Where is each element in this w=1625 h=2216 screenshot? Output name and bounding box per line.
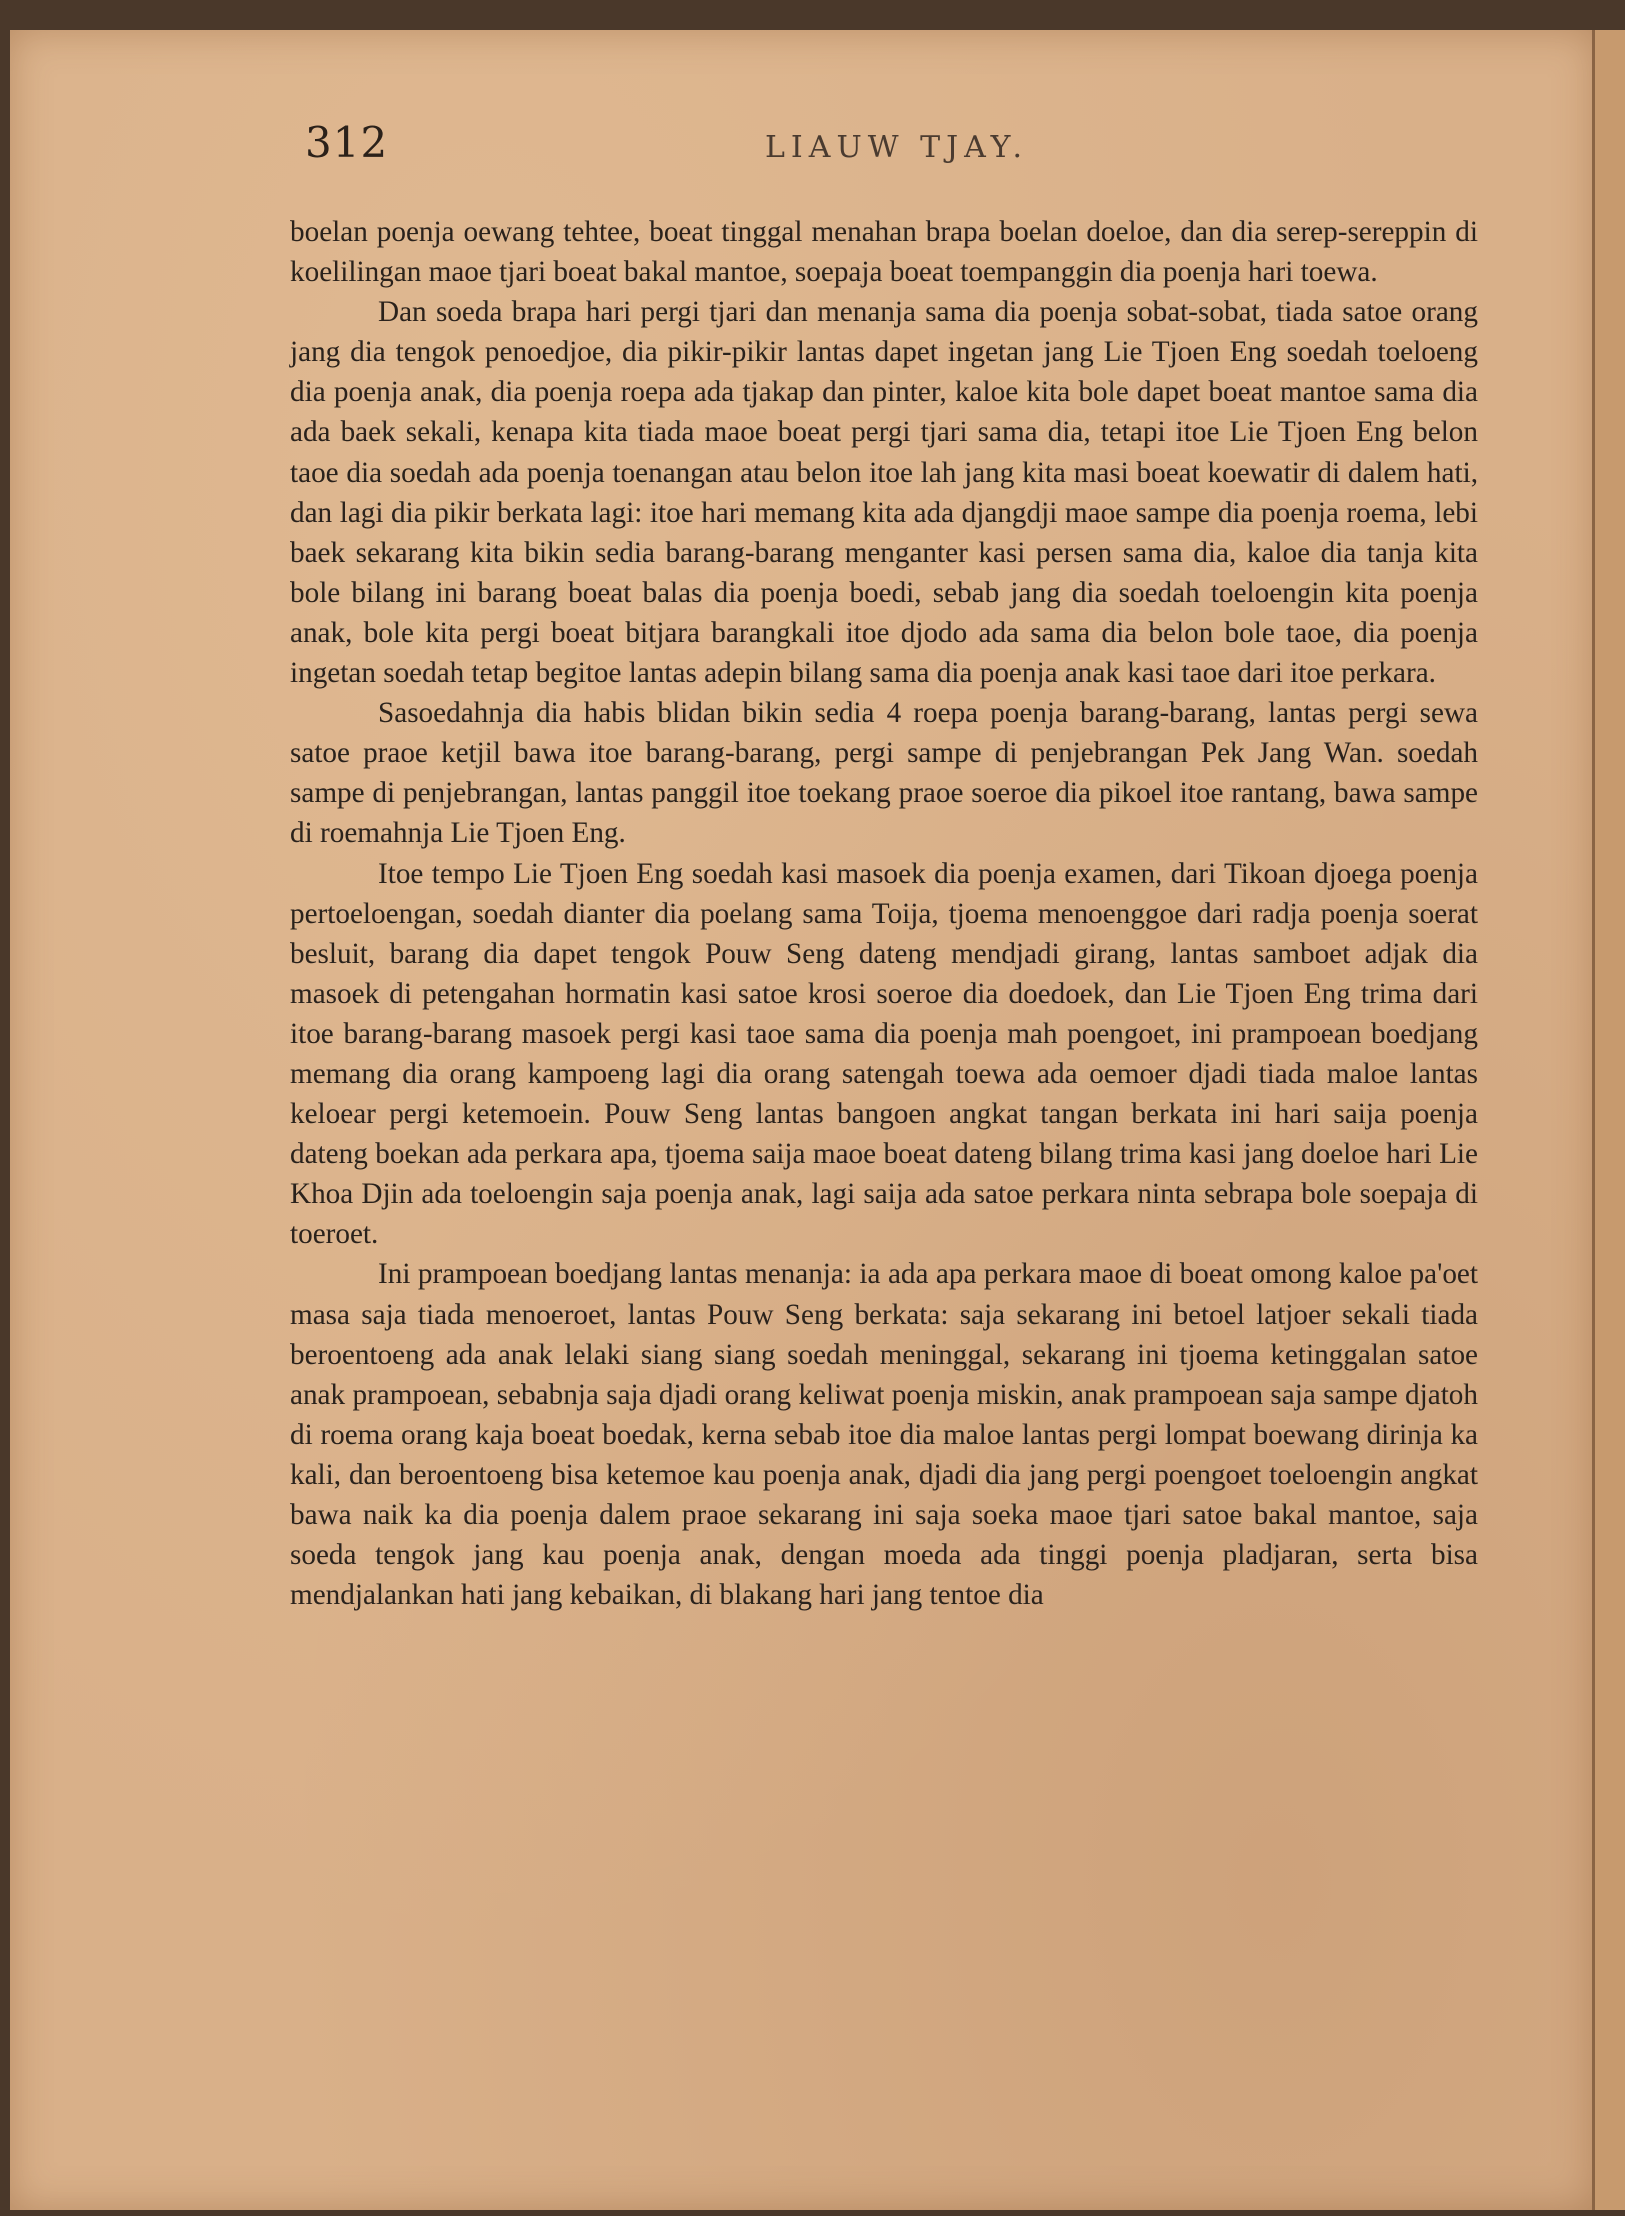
paragraph: Sasoedahnja dia habis blidan bikin sedia 4 roepa poenja barang-barang, lantas pergi sewa satoe praoe ketjil bawa itoe barang-barang, pergi sampe di penjebrangan Pek Jang Wan. soedah sampe di penjebrangan, lantas panggil itoe toekang praoe soeroe dia pikoel itoe rantang, bawa sampe di roemahnja Lie Tjoen Eng. — [290, 697, 1478, 850]
page-edge — [1592, 30, 1625, 2210]
paragraph: Itoe tempo Lie Tjoen Eng soedah kasi masoek dia poenja examen, dari Tikoan djoega poenja pertoeloengan, soedah dianter dia poelang sama Toija, tjoema menoenggoe dari radja poenja soerat besluit, barang dia dapet tengok Pouw Seng dateng mendjadi girang, lantas samboet adjak dia masoek di petengahan hormatin kasi satoe krosi soeroe dia doedoek, dan Lie Tjoen Eng trima dari itoe barang-barang masoek pergi kasi taoe sama dia poenja mah poengoet, ini prampoean boedjang memang dia orang kampoeng lagi dia orang satengah toewa ada oemoer djadi tiada maloe lantas keloear pergi ketemoein. Pouw Seng lantas bangoen angkat tangan berkata ini hari saija poenja dateng boekan ada perkara apa, tjoema saija maoe boeat dateng bilang trima kasi jang doeloe hari Lie Khoa Djin ada toeloengin saja poenja anak, lagi saija ada satoe perkara ninta sebrapa bole soepaja di toeroet. — [290, 857, 1478, 1251]
page-number: 312 — [305, 118, 389, 167]
paragraph: Ini prampoean boedjang lantas menanja: ia ada apa perkara maoe di boeat omong kaloe pa'oet masa saja tiada menoeroet, lantas Pouw Seng berkata: saja sekarang ini betoel latjoer sekali tiada beroentoeng ada anak lelaki siang siang soedah meninggal, sekarang ini tjoema ketinggalan satoe anak prampoean, sebabnja saja djadi orang keliwat poenja miskin, anak prampoean saja sampe djatoh di roema orang kaja boeat boedak, kerna sebab itoe dia maloe lantas pergi lompat boewang dirinja ka kali, dan beroentoeng bisa ketemoe kau poenja anak, djadi dia jang pergi poengoet toeloengin angkat bawa naik ka dia poenja dalem praoe sekarang ini saja soeka maoe tjari satoe bakal mantoe, saja soeda tengok jang kau poenja anak, dengan moeda ada tinggi poenja pladjaran, serta bisa mendjalankan hati jang kebaikan, di blakang hari jang tentoe dia — [290, 1258, 1478, 1612]
body-text — [290, 212, 1478, 1615]
paragraph: Dan soeda brapa hari pergi tjari dan menanja sama dia poenja sobat-sobat, tiada satoe orang jang dia tengok penoedjoe, dia pikir-pikir lantas dapet ingetan jang Lie Tjoen Eng soedah toeloeng dia poenja anak, dia poenja roepa ada tjakap dan pinter, kaloe kita bole dapet boeat mantoe sama dia ada baek sekali, kenapa kita tiada maoe boeat pergi tjari sama dia, tetapi itoe Lie Tjoen Eng belon taoe dia soedah ada poenja toenangan atau belon itoe lah jang kita masi boeat koewatir di dalem hati, dan lagi dia pikir berkata lagi: itoe hari memang kita ada djangdji maoe sampe dia poenja roema, lebi baek sekarang kita bikin sedia barang-barang menganter kasi persen sama dia, kaloe dia tanja kita bole bilang ini barang boeat balas dia poenja boedi, sebab jang dia soedah toeloengin kita poenja anak, bole kita pergi boeat bitjara barangkali itoe djodo ada sama dia belon bole taoe, dia poenja ingetan soedah tetap begitoe lantas adepin bilang sama dia poenja anak kasi taoe dari itoe perkara. — [290, 296, 1478, 690]
paragraph: boelan poenja oewang tehtee, boeat tinggal menahan brapa boelan doeloe, dan dia serep-sereppin di koelilingan maoe tjari boeat bakal mantoe, soepaja boeat toempanggin dia poenja hari toewa. — [290, 216, 1478, 289]
running-title: LIAUW TJAY. — [765, 130, 1029, 165]
page-header — [295, 118, 1475, 178]
